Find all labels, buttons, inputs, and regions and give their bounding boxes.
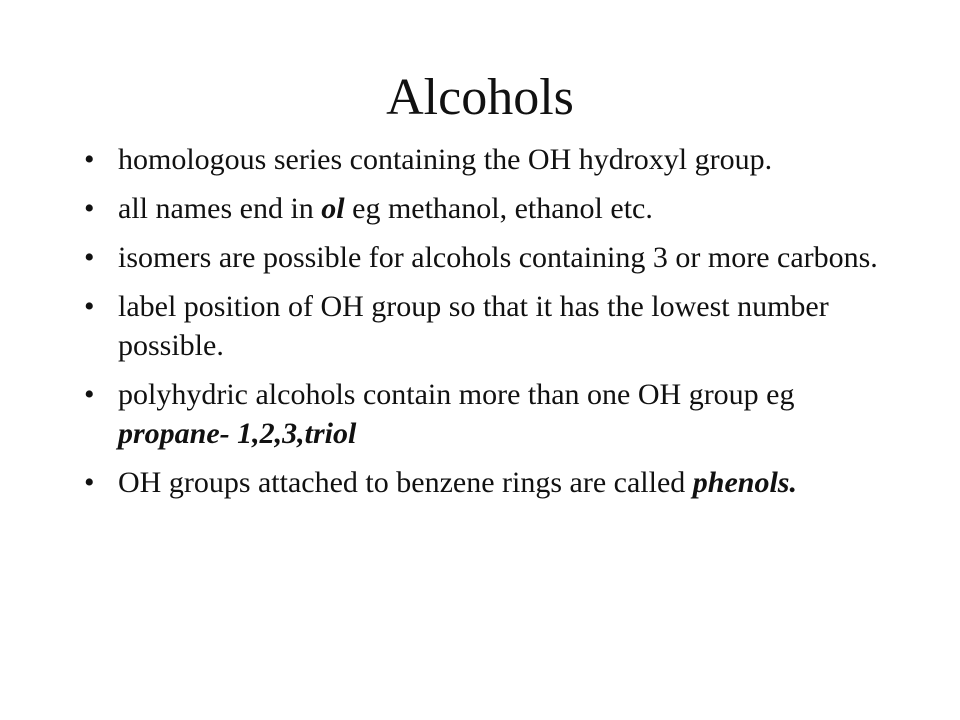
- bullet-marker: •: [84, 241, 95, 274]
- bullet-item: [78, 463, 898, 502]
- bullet-marker: •: [84, 192, 95, 225]
- bullet-marker: •: [84, 290, 95, 323]
- bullet-text: isomers are possible for alcohols containing 3 or more carbons.: [118, 241, 878, 274]
- bullet-text: homologous series containing the OH hydroxyl group.: [118, 143, 773, 176]
- bullet-item: [78, 287, 898, 365]
- bullet-text: OH groups attached to benzene rings are called: [118, 466, 693, 499]
- bullet-emphasis: propane- 1,2,3,triol: [118, 417, 357, 450]
- bullet-item: [78, 189, 898, 228]
- bullet-item: [78, 238, 898, 277]
- bullet-list: [78, 140, 898, 512]
- bullet-marker: •: [84, 143, 95, 176]
- bullet-text-after: eg methanol, ethanol etc.: [344, 192, 653, 225]
- bullet-text: all names end in: [118, 192, 322, 225]
- bullet-item: [78, 140, 898, 179]
- bullet-item: [78, 375, 898, 453]
- bullet-marker: •: [84, 378, 95, 411]
- bullet-text: label position of OH group so that it has the lowest number possible.: [118, 290, 829, 362]
- bullet-text: polyhydric alcohols contain more than one OH group eg: [118, 378, 795, 411]
- bullet-emphasis: ol: [321, 192, 345, 225]
- slide-title: Alcohols: [386, 69, 574, 126]
- bullet-emphasis: phenols.: [692, 466, 797, 499]
- bullet-marker: •: [84, 466, 95, 499]
